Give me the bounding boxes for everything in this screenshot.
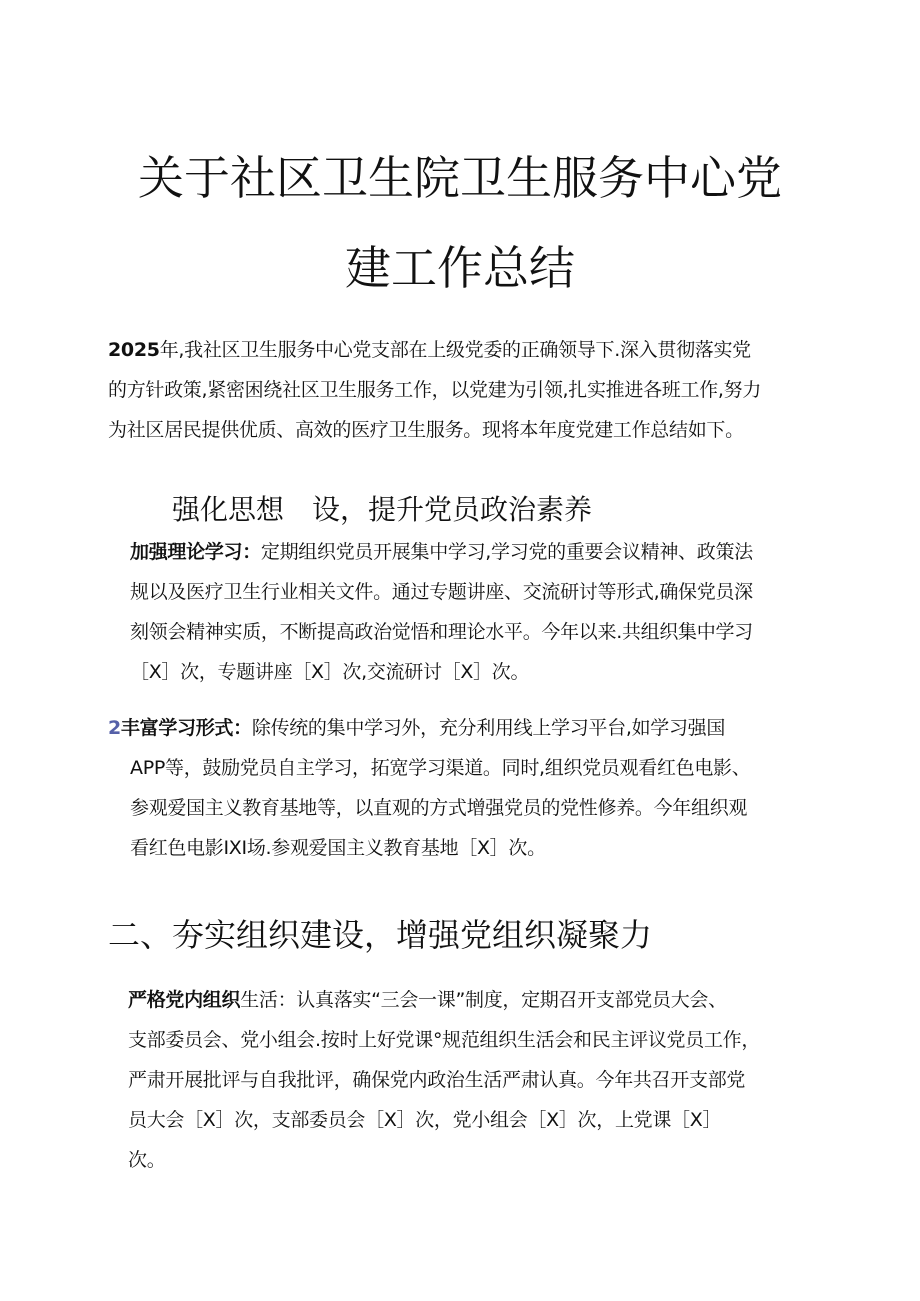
s1-item1-line-3: 刻领会精神实质，不断提高政治觉悟和理论水平。今年以来.共组织集中学习 [130, 621, 753, 643]
intro-paragraph [108, 330, 761, 450]
s1-item1-line-4: ［X］次，专题讲座［X］次,交流研讨［X］次。 [130, 661, 530, 683]
s2-item1-line-2: 支部委员会、党小组会.按时上好党课°规范组织生活会和民主评议党员工作， [128, 1029, 761, 1051]
s1-item2-line-3: 参观爱国主义教育基地等，以直观的方式增强党员的党性修养。今年组织观 [130, 797, 748, 819]
intro-line-2: 的方针政策,紧密困绕社区卫生服务工作，以党建为引领,扎实推进各班工作,努力 [108, 379, 762, 401]
s1-item1-line-1-text: 定期组织党员开展集中学习,学习党的重要会议精神、政策法 [260, 541, 753, 563]
s2-item1-line-5: 次。 [128, 1149, 166, 1171]
s1-item1-label: 加强理论学习： [130, 541, 261, 563]
section-1-item-2-paragraph [108, 708, 750, 868]
intro-line-1 [108, 330, 761, 370]
section-1-heading: 强化思想 设，提升党员政治素养 [172, 493, 593, 526]
intro-line-1-text: 年,我社区卫生服务中心党支部在上级党委的正确领导下.深入贯彻落实党 [159, 339, 751, 361]
s2-item1-line-1-text: 生活：认真落实“三会一课”制度，定期召开支部党员大会、 [240, 989, 727, 1011]
intro-year: 2025 [108, 339, 160, 361]
s1-item2-label: 丰富学习形式： [120, 717, 252, 739]
section-2-item-1-paragraph [128, 980, 760, 1180]
s1-item2-line-1 [108, 708, 750, 748]
s2-item1-label: 严格党内组织 [128, 989, 241, 1011]
s1-item1-line-1 [130, 532, 753, 572]
document-title-line-2: 建工作总结 [345, 241, 575, 295]
document-title-line-1: 关于社区卫生院卫生服务中心党 [138, 151, 782, 205]
s2-item1-line-4: 员大会［X］次，支部委员会［X］次，党小组会［X］次，上党课［X］ [128, 1109, 722, 1131]
s2-item1-line-1 [128, 980, 760, 1020]
s1-item2-line-4: 看红色电影IXI场.参观爱国主义教育基地［X］次。 [130, 837, 546, 859]
s1-item1-line-2: 规以及医疗卫生行业相关文件。通过专题讲座、交流研讨等形式,确保党员深 [130, 581, 753, 603]
s1-item2-line-2: APP等，鼓励党员自主学习，拓宽学习渠道。同时,组织党员观看红色电影、 [130, 757, 751, 779]
section-1-item-1-paragraph [130, 532, 753, 692]
s1-item2-number: 2 [108, 717, 121, 739]
intro-line-3: 为社区居民提供优质、高效的医疗卫生服务。现将本年度党建工作总结如下。 [108, 419, 744, 441]
s2-item1-line-3: 严肃开展批评与自我批评，确保党内政治生活严肃认真。今年共召开支部党 [128, 1069, 746, 1091]
s1-item2-line-1-text: 除传统的集中学习外，充分利用线上学习平台,如学习强国 [251, 717, 726, 739]
section-2-heading: 二、夯实组织建设，增强党组织凝聚力 [108, 916, 653, 954]
